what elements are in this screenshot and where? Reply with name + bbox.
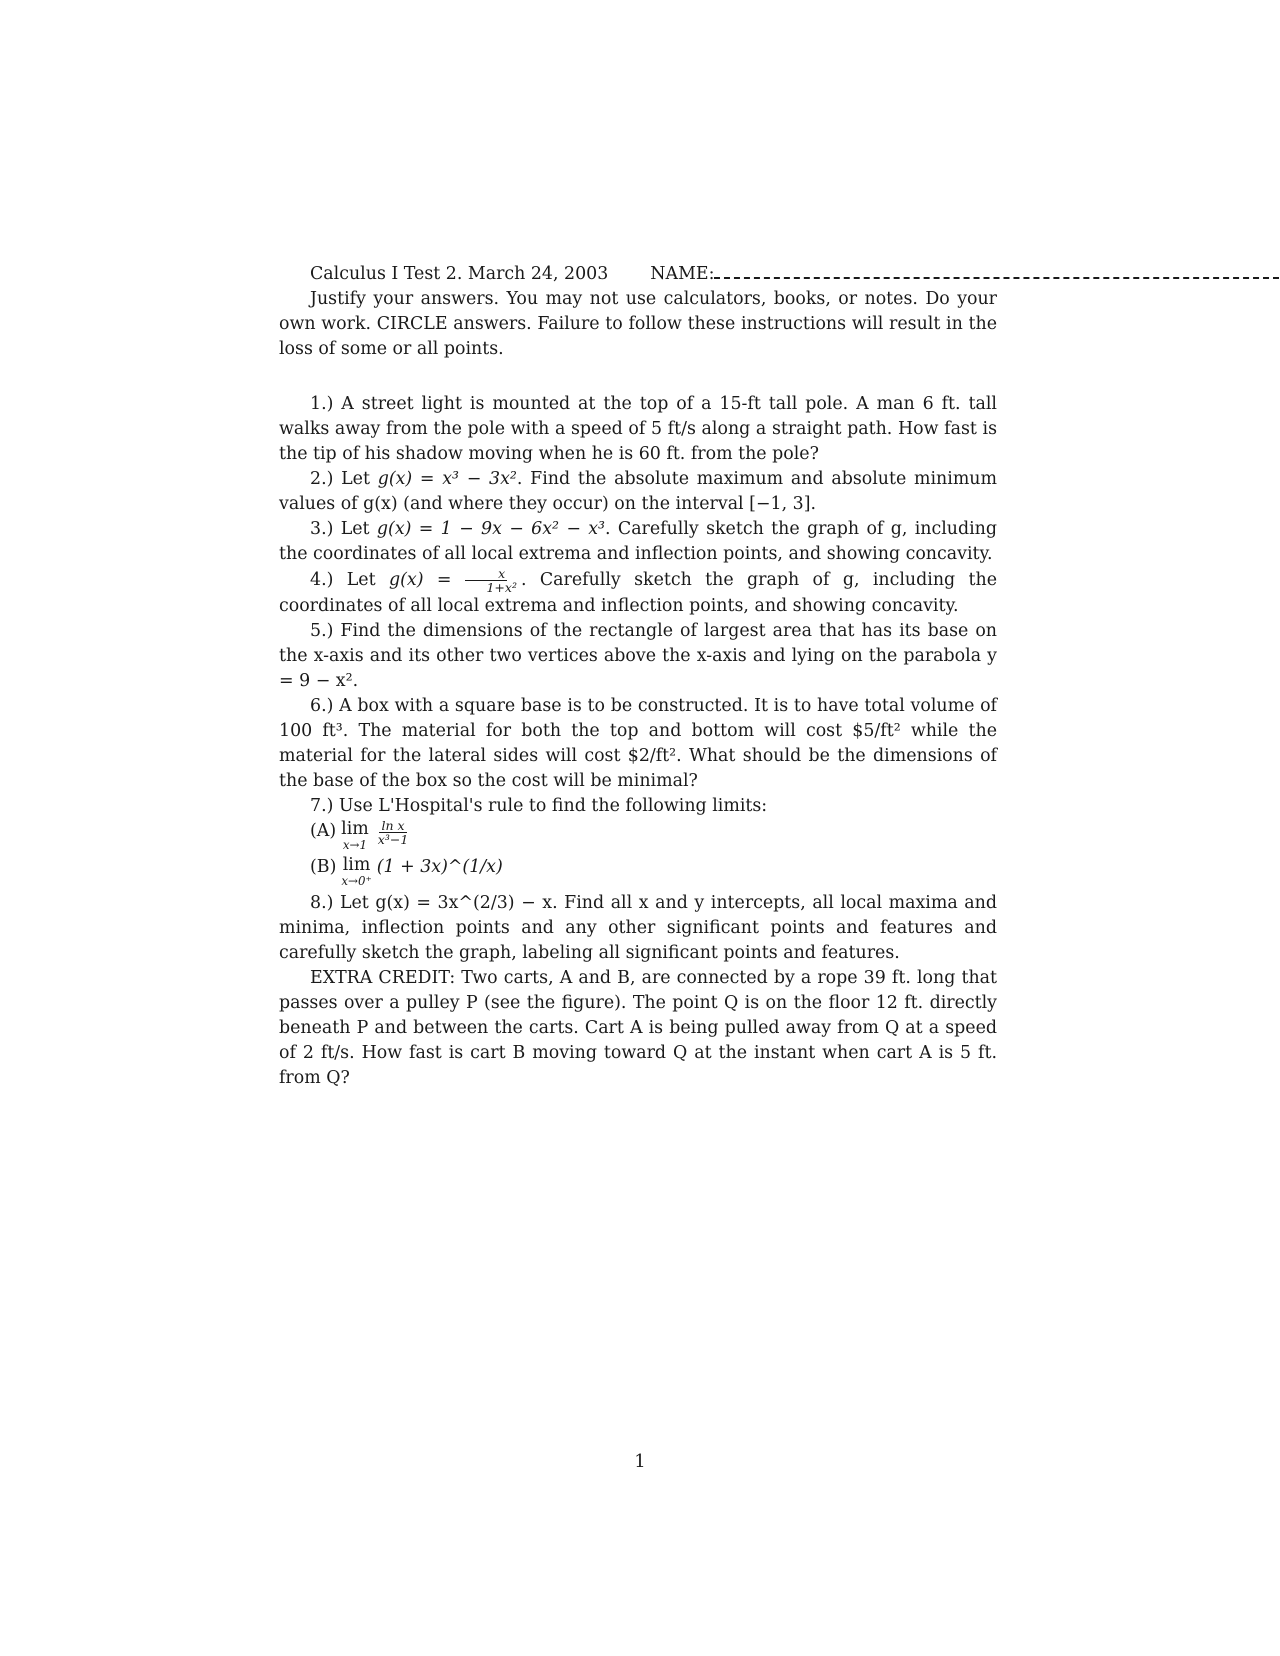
problem-4: 4.) Let g(x) = $\frac{x}{\text{1+x²}}$ . Carefully sketch the graph of g, including the coordinates of all local extrema and inflection points, and showing concavity. [279, 566, 998, 617]
problem-2: 2.) Let g(x) = x³ − 3x². Find the absolute maximum and absolute minimum values of g(x) (and where they occur) on the interval [−1, 3]. [279, 469, 998, 514]
test-header [279, 262, 997, 287]
problem-2-function: g(x) = x³ − 3x² [377, 469, 517, 489]
problem-1: 1.) A street light is mounted at the top of a 15-ft tall pole. A man 6 ft. tall walks away from the pole with a speed of 5 ft/s along a straight path. How fast is the tip of his shadow moving when he is 60 ft. from the pole? [279, 394, 997, 464]
limit-a-fraction: $\frac{\text{ln x}}{\text{x³−1}}$ [377, 818, 409, 848]
name-blank[interactable] [714, 269, 1279, 279]
limit-operator: lim x→1 [341, 819, 369, 853]
limit-operator: lim x→0⁺ [341, 855, 372, 889]
problem-7a: (A) lim x→1 $\frac{\text{ln x}}{\text{x³−1}}$ [310, 818, 409, 853]
problem-3-function: g(x) = 1 − 9x − 6x² − x³ [376, 519, 606, 539]
problem-6: 6.) A box with a square base is to be constructed. It is to have total volume of 100 ft³. The material for both the top and bottom will cost $5/ft² while the material for the lateral sides will cost $2/ft². What should be the dimensions of the base of the box so the cost will be minimal? [279, 696, 997, 792]
problem-3: 3.) Let g(x) = 1 − 9x − 6x² − x³. Carefully sketch the graph of g, including the coordinates of all local extrema and inflection points, and showing concavity. [279, 519, 997, 564]
limit-b-expression: (1 + 3x)^(1/x) [376, 857, 503, 878]
problem-4-fraction: $\frac{x}{\text{1+x²}}$ [453, 567, 519, 594]
problem-8: 8.) Let g(x) = 3x^(2/3) − x. Find all x and y intercepts, all local maxima and minima, inflection points and any other significant points and features and carefully sketch the graph, labeling all significant points and features. [279, 893, 997, 964]
name-label: NAME: [650, 264, 715, 284]
instructions: Justify your answers. You may not use calculators, books, or notes. Do your own work. CIRCLE answers. Failure to follow these instructions will result in the loss of some or all points. [279, 289, 997, 359]
extra-credit: EXTRA CREDIT: Two carts, A and B, are connected by a rope 39 ft. long that passes over a pulley P (see the figure). The point Q is on the floor 12 ft. directly beneath P and between the carts. Cart A is being pulled away from Q at a speed of 2 ft/s. How fast is cart B moving toward Q at the instant when cart A is 5 ft. from Q? [279, 968, 997, 1089]
problem-7: 7.) Use L'Hospital's rule to find the following limits: [310, 796, 768, 817]
problem-5: 5.) Find the dimensions of the rectangle of largest area that has its base on the x-axis and its other two vertices above the x-axis and lying on the parabola y = 9 − x². [279, 621, 997, 692]
test-content [279, 262, 997, 1091]
page-number: 1 [634, 1451, 646, 1472]
problem-7b: (B) lim x→0⁺ (1 + 3x)^(1/x) [310, 855, 503, 889]
test-title: Calculus I Test 2. March 24, 2003 [310, 264, 609, 284]
